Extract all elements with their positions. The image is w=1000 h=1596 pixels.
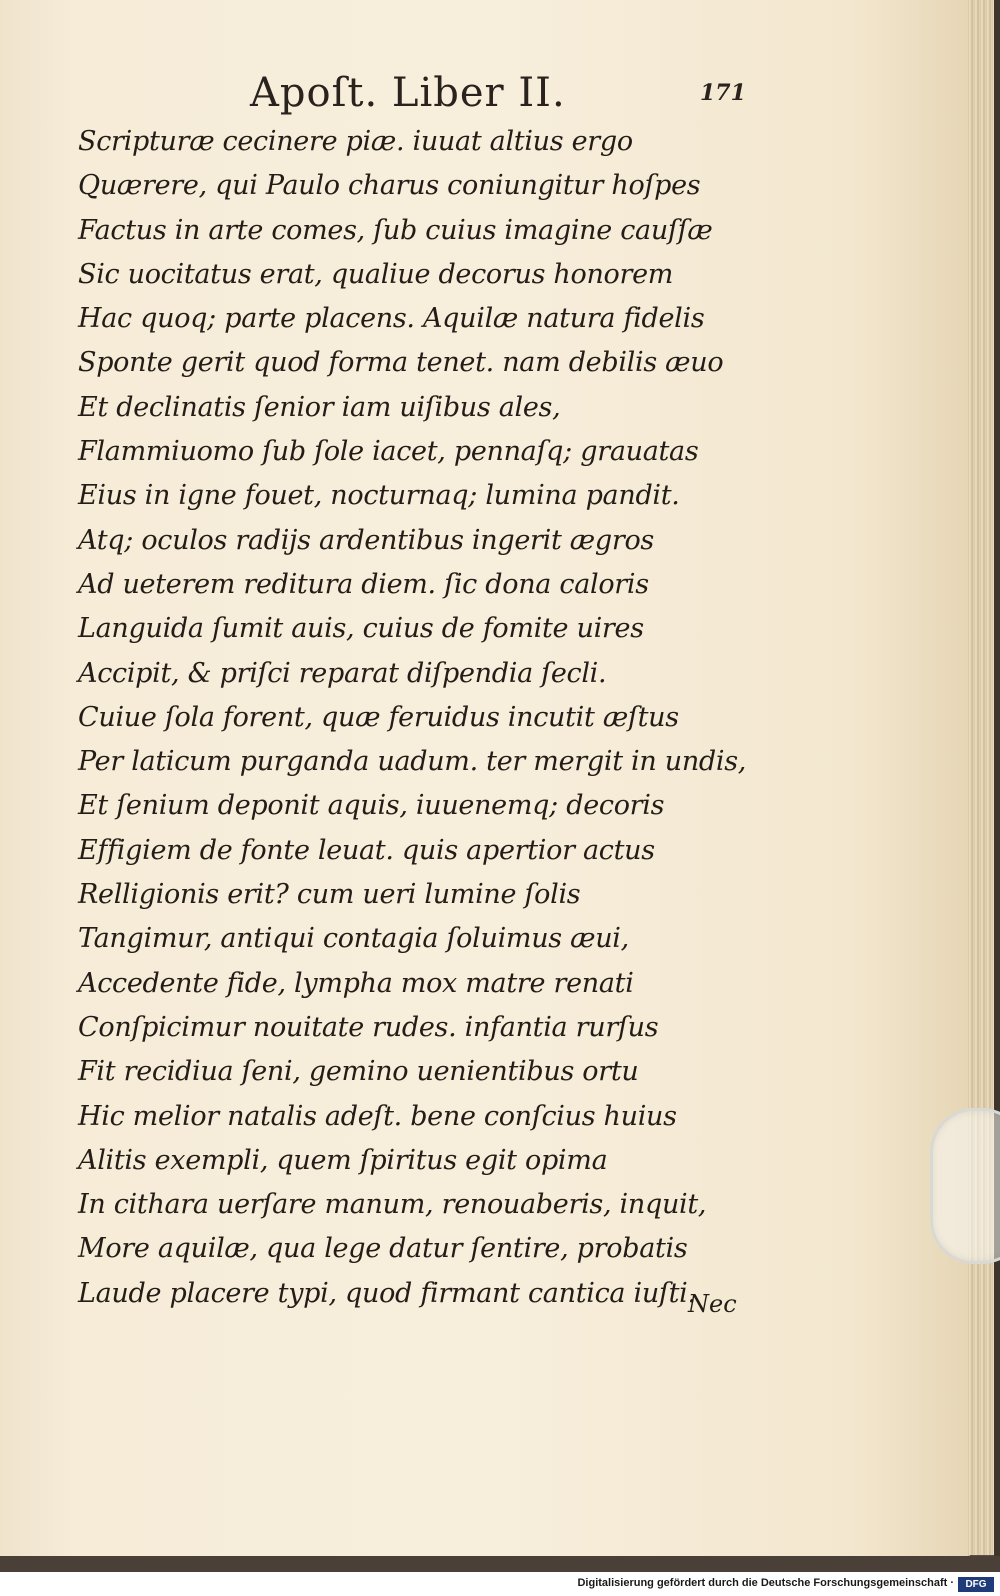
page-clip-tab <box>930 1108 1000 1264</box>
verse-text <box>78 120 746 1316</box>
verse-line: Per laticum purganda uadum. ter mergit in undis, <box>78 746 747 778</box>
verse-line: Et ſenium deponit aquis, iuuenemq; decoris <box>78 790 665 822</box>
verse-line: Accipit, & priſci reparat diſpendia ſecli. <box>78 657 607 689</box>
dfg-logo: DFG <box>958 1577 994 1592</box>
verse-line: Fit recidiua ſeni, gemino uenientibus ortu <box>78 1056 639 1088</box>
funding-footer <box>0 1574 1000 1596</box>
verse-line: Cuiue ſola forent, quæ feruidus incutit æſtus <box>78 701 679 733</box>
verse-line: Et declinatis ſenior iam uiſibus ales, <box>78 391 561 423</box>
verse-line: Laude placere typi, quod firmant cantica iuſti. <box>78 1277 696 1309</box>
verse-line: More aquilæ, qua lege datur ſentire, probatis <box>78 1233 688 1265</box>
verse-line: Conſpicimur nouitate rudes. infantia rurſus <box>78 1011 659 1043</box>
verse-line: Flammiuomo ſub ſole iacet, pennaſq; grauatas <box>78 436 699 468</box>
verse-line: In cithara uerſare manum, renouaberis, inquit, <box>78 1189 707 1221</box>
verse-line: Sponte gerit quod forma tenet. nam debilis æuo <box>78 347 724 379</box>
funding-credit: Digitalisierung gefördert durch die Deutsche Forschungsgemeinschaft · <box>577 1577 954 1589</box>
book-edge-shadow <box>994 0 1000 1572</box>
running-title: Apoſt. Liber II. <box>250 70 566 116</box>
verse-line: Atq; oculos radijs ardentibus ingerit ægros <box>78 524 654 556</box>
bottom-shadow <box>0 1556 1000 1572</box>
verse-line: Accedente fide, lympha mox matre renati <box>78 967 634 999</box>
folio-number: 171 <box>700 80 746 106</box>
verse-line: Factus in arte comes, ſub cuius imagine cauſſæ <box>78 214 713 246</box>
verse-line: Quærere, qui Paulo charus coniungitur hoſpes <box>78 170 701 202</box>
page-edges <box>968 0 994 1555</box>
verse-line: Relligionis erit? cum ueri lumine ſolis <box>78 879 581 911</box>
verse-line: Hic melior natalis adeſt. bene conſcius huius <box>78 1100 677 1132</box>
verse-line: Effigiem de fonte leuat. quis apertior actus <box>78 834 655 866</box>
verse-line: Sic uocitatus erat, qualiue decorus honorem <box>78 258 674 290</box>
verse-line: Languida ſumit auis, cuius de fomite uires <box>78 613 644 645</box>
verse-line: Scripturæ cecinere piæ. iuuat altius ergo <box>78 126 633 157</box>
verse-line: Alitis exempli, quem ſpiritus egit opima <box>78 1144 608 1176</box>
verse-line: Hac quoq; parte placens. Aquilæ natura fidelis <box>78 303 705 335</box>
catchword: Nec <box>688 1290 737 1318</box>
verse-line: Tangimur, antiqui contagia ſoluimus æui, <box>78 923 629 955</box>
verse-line: Ad ueterem reditura diem. ſic dona caloris <box>78 568 649 600</box>
verse-line: Eius in igne fouet, nocturnaq; lumina pandit. <box>78 480 680 512</box>
